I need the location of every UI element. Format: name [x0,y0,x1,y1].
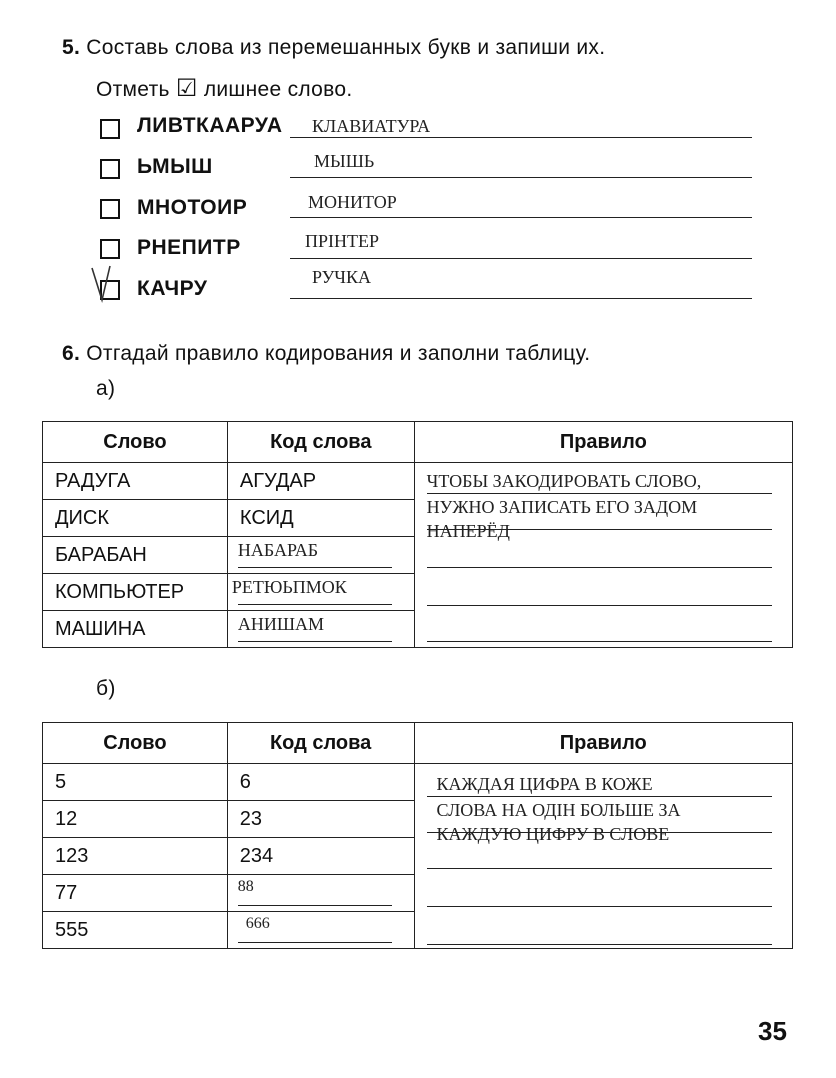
rule-b-line2: СЛОВА НА ОДІН БОЛЬШЕ ЗА [436,800,681,820]
code-answer-line [238,905,392,906]
item1-checkbox[interactable] [100,119,120,139]
word-cell: 555 [43,912,228,949]
code-cell-answer[interactable] [227,611,414,648]
checkmark-icon: ☑ [175,75,198,102]
item2-answer: МЫШЬ [314,151,375,171]
item5-answer-line[interactable] [290,298,752,299]
rule-a-line1: ЧТОБЫ ЗАКОДИРОВАТЬ СЛОВО, [426,471,702,491]
code-answer: 88 [237,878,254,895]
code-cell: 234 [227,838,414,875]
rule-b-line1: КАЖДАЯ ЦИФРА В КОЖЕ [436,774,653,794]
task6-heading [62,342,590,366]
item4-scrambled: РНЕПИТР [137,236,241,259]
item1-scrambled: ЛИВТКААРУА [137,114,283,137]
rule-b-underline1 [427,796,772,797]
rule-cell-a[interactable] [414,463,792,648]
handwritten-check-icon [88,262,128,306]
item1-answer: КЛАВИАТУРА [312,116,431,136]
item4-answer-line[interactable] [290,258,752,259]
item3-answer: МОНИТОР [308,192,397,212]
rule-b-underline4 [427,906,772,907]
header-rule: Правило [414,422,792,463]
code-cell-answer[interactable] [227,574,414,611]
rule-b-line3: КАЖДУЮ ЦИФРУ В СЛОВЕ [436,824,670,844]
item3-answer-line[interactable] [290,217,752,218]
code-answer-line [238,604,392,605]
rule-a-underline3 [427,567,772,568]
item1-answer-line[interactable] [290,137,752,138]
task6-instruction: Отгадай правило кодирования и заполни таблицу. [86,342,591,365]
part-b-label: б) [96,677,116,700]
part-a-label: а) [96,377,116,400]
item4-checkbox[interactable] [100,239,120,259]
task5-instruction: Составь слова из перемешанных букв и запиши их. [86,36,606,59]
rule-a-line2: НУЖНО ЗАПИСАТЬ ЕГО ЗАДОМ [426,497,698,517]
item4-answer: ПРІНТЕР [305,231,380,251]
task5-mark-suffix: лишнее слово. [203,78,353,101]
code-answer-line [238,641,392,642]
code-answer-line [238,942,392,943]
code-cell: 23 [227,801,414,838]
word-cell: КОМПЬЮТЕР [43,574,228,611]
task5-mark-prefix: Отметь [96,78,170,101]
table-b [42,722,793,949]
header-code: Код слова [227,422,414,463]
page-number: 35 [758,1016,787,1046]
item2-scrambled: ЬМЫШ [137,155,213,178]
table-a-header [43,422,793,463]
rule-b-underline5 [427,944,772,945]
task5-line2 [96,74,352,103]
item2-checkbox[interactable] [100,159,120,179]
task6-number: 6. [62,342,81,365]
word-cell: БАРАБАН [43,537,228,574]
header-word: Слово [43,723,228,764]
word-cell: РАДУГА [43,463,228,500]
code-cell-answer[interactable] [227,912,414,949]
word-cell: 5 [43,764,228,801]
word-cell: 12 [43,801,228,838]
word-cell: ДИСК [43,500,228,537]
code-answer-line [238,567,392,568]
rule-a-underline1 [427,493,772,494]
header-rule: Правило [414,723,792,764]
code-answer: РЕТЮЬПМОК [231,577,347,597]
item3-scrambled: МНОТОИР [137,196,248,219]
header-word: Слово [43,422,228,463]
word-cell: 123 [43,838,228,875]
code-cell-answer[interactable] [227,537,414,574]
table-row [43,764,793,801]
code-cell: АГУДАР [227,463,414,500]
rule-cell-b[interactable] [414,764,792,949]
rule-a-underline5 [427,641,772,642]
code-answer: АНИШАМ [237,614,325,634]
code-cell: 6 [227,764,414,801]
code-cell-answer[interactable] [227,875,414,912]
rule-a-line3: НАПЕРЁД [426,521,510,541]
item5-scrambled: КАЧРУ [137,277,208,300]
table-b-header [43,723,793,764]
item5-answer: РУЧКА [312,267,372,287]
rule-a-underline4 [427,605,772,606]
rule-b-underline3 [427,868,772,869]
word-cell: МАШИНА [43,611,228,648]
table-a [42,421,793,648]
word-cell: 77 [43,875,228,912]
code-answer: 666 [245,915,270,932]
task5-line1 [62,36,605,60]
header-code: Код слова [227,723,414,764]
table-row [43,463,793,500]
code-answer: НАБАРАБ [237,540,319,560]
item2-answer-line[interactable] [290,177,752,178]
code-cell: КСИД [227,500,414,537]
item3-checkbox[interactable] [100,199,120,219]
task5-number: 5. [62,36,81,59]
